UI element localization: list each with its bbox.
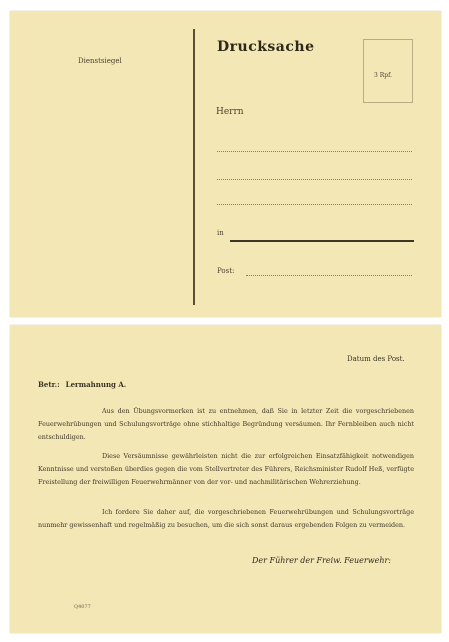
address-line-2 (217, 179, 412, 180)
print-code: Q4077 (74, 604, 91, 610)
postcard-back (10, 325, 441, 633)
city-line (230, 240, 414, 242)
stamp-value: 3 Rpf. (374, 72, 392, 79)
in-label: in (217, 229, 224, 237)
address-line-3 (217, 204, 412, 205)
post-line (246, 275, 412, 276)
drucksache-heading: Drucksache (217, 39, 315, 55)
paragraph-2: Diese Versäumnisse gewährleisten nicht die zur erfolgreichen Einsatzfähigkeit notwendigen Kenntnisse und verstoßen überdies gegen die vom Stellvertreter des Führers, Reichsminister Rudolf Heß, verfügte Freistellung der freiwilligen Feuerwehrmänner von der vor- und nachmilitärischen Wehrerziehung. (38, 452, 414, 486)
paragraph-3: Ich fordere Sie daher auf, die vorgeschriebenen Feuerwehrübungen und Schulungsvorträge nunmehr gewissenhaft und regelmäßig zu besuchen, um die sich sonst daraus ergebenden Folgen zu vermeiden. (38, 508, 414, 529)
betr-label: Betr.: (38, 380, 60, 389)
postcard-front (10, 11, 441, 317)
herrn-label: Herrn (216, 107, 244, 117)
signature-line: Der Führer der Freiw. Feuerwehr: (252, 556, 391, 565)
dienstsiegel-label: Dienstsiegel (78, 57, 122, 65)
datum-label: Datum des Post. (347, 355, 405, 363)
stamp-box (363, 39, 413, 103)
divider-line (193, 29, 195, 305)
betr-value: Lermahnung A. (65, 380, 127, 389)
paragraph-1: Aus den Übungsvormerken ist zu entnehmen, daß Sie in letzter Zeit die vorgeschriebenen Feuerwehrübungen und Schulungsvorträge ohne stichhaltige Begründung versäumen. Ihr Fernbleiben auch nicht entschuldigen. (38, 407, 414, 441)
post-label: Post: (217, 267, 235, 275)
subject-line (38, 380, 126, 389)
address-line-1 (217, 151, 412, 152)
